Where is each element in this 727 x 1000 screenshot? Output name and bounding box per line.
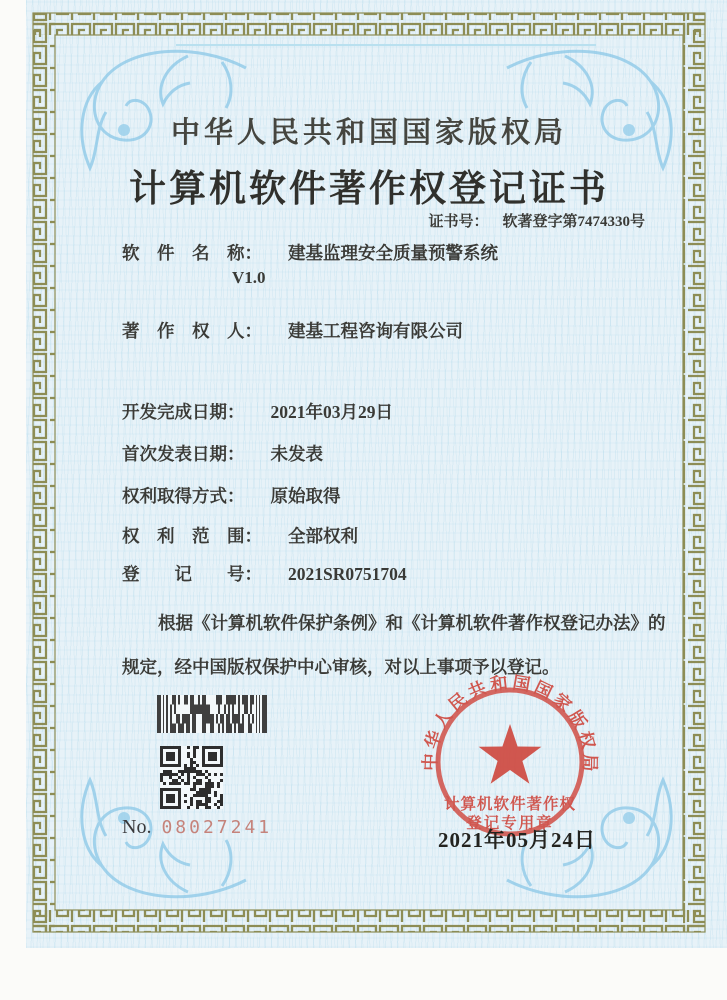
field-rights-scope xyxy=(122,523,358,548)
seal-ring-text: 中华人民共和国国家版权局 xyxy=(419,672,601,776)
field-software-name xyxy=(122,240,498,265)
serial-number xyxy=(122,816,272,839)
serial-prefix: No. xyxy=(122,816,152,838)
issuing-authority: 中华人民共和国国家版权局 xyxy=(170,117,567,149)
certificate-paper xyxy=(26,0,727,948)
field-label: 登 记 号： xyxy=(122,564,262,584)
field-label: 软 件 名 称： xyxy=(122,243,262,263)
certificate-number-label: 证书号： xyxy=(428,214,489,230)
certificate-number xyxy=(428,210,645,231)
serial-value: 08027241 xyxy=(161,817,273,838)
field-label: 权 利 范 围： xyxy=(122,526,262,546)
field-copyright-owner xyxy=(122,318,463,343)
field-value: 建基工程咨询有限公司 xyxy=(288,321,463,341)
field-value: 2021年03月29日 xyxy=(270,402,393,422)
certificate-title: 计算机软件著作权登记证书 xyxy=(129,169,609,210)
field-first-publish-date xyxy=(122,441,323,466)
certificate-number-value: 软著登字第7474330号 xyxy=(502,214,645,230)
field-label: 开发完成日期： xyxy=(122,402,245,422)
statement-line-2: 规定，经中国版权保护中心审核，对以上事项予以登记。 xyxy=(122,657,560,677)
field-label: 著 作 权 人： xyxy=(122,321,262,341)
seal-line-1: 计算机软件著作权 xyxy=(443,796,577,813)
field-dev-complete-date xyxy=(122,399,393,424)
field-rights-acquisition xyxy=(122,483,341,508)
red-star-icon xyxy=(479,724,542,784)
field-value: 未发表 xyxy=(270,444,323,464)
field-value: 原始取得 xyxy=(270,486,341,506)
seal-line-2: 登记专用章 xyxy=(466,815,554,832)
field-software-version: V1.0 xyxy=(232,268,266,287)
field-value: 建基监理安全质量预警系统 xyxy=(288,243,498,263)
field-value: 全部权利 xyxy=(288,526,358,546)
field-label: 权利取得方式： xyxy=(122,486,245,506)
seal-date: 2021年05月24日 xyxy=(438,828,596,852)
pdf417-barcode-icon xyxy=(157,695,267,733)
field-value: 2021SR0751704 xyxy=(288,564,407,584)
field-label: 首次发表日期： xyxy=(122,444,245,464)
field-registration-number xyxy=(122,561,407,586)
qr-code-icon xyxy=(160,746,223,809)
statement-line-1: 根据《计算机软件保护条例》和《计算机软件著作权登记办法》的 xyxy=(158,613,666,633)
